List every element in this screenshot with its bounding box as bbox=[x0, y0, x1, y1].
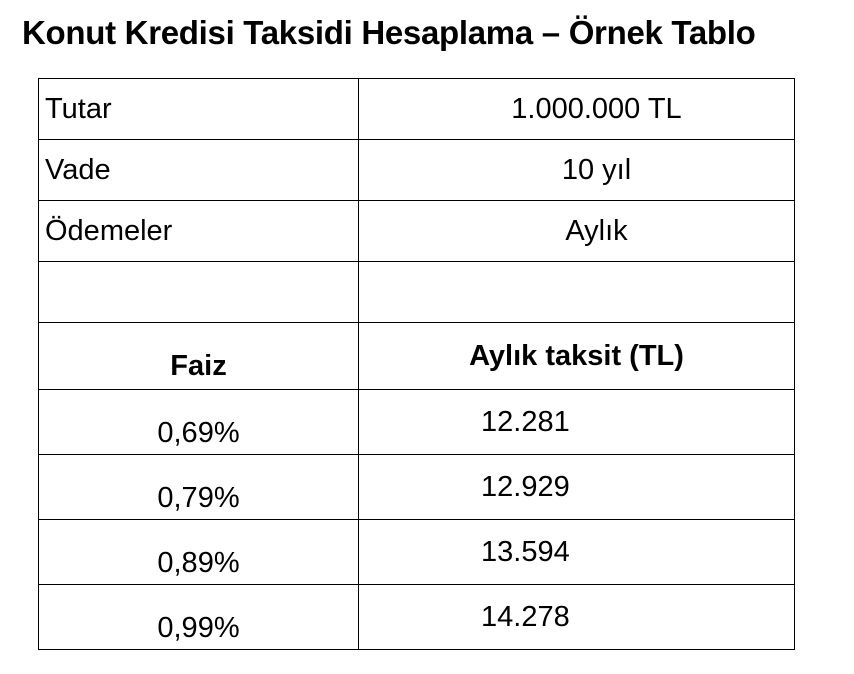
payment-cell: 12.281 bbox=[359, 390, 795, 455]
column-header-rate: Faiz bbox=[39, 323, 359, 390]
table-row bbox=[39, 455, 795, 520]
info-label: Vade bbox=[39, 140, 359, 201]
rate-cell: 0,79% bbox=[39, 455, 359, 520]
table-row bbox=[39, 390, 795, 455]
rate-cell: 0,89% bbox=[39, 520, 359, 585]
table-row bbox=[39, 520, 795, 585]
info-label: Tutar bbox=[39, 79, 359, 140]
info-value: 10 yıl bbox=[359, 140, 795, 201]
payment-cell: 14.278 bbox=[359, 585, 795, 650]
loan-table bbox=[38, 78, 795, 650]
empty-cell bbox=[359, 262, 795, 323]
rate-cell: 0,69% bbox=[39, 390, 359, 455]
table-row bbox=[39, 140, 795, 201]
page-title: Konut Kredisi Taksidi Hesaplama – Örnek Tablo bbox=[22, 14, 756, 51]
table-row bbox=[39, 585, 795, 650]
table-row bbox=[39, 201, 795, 262]
empty-cell bbox=[39, 262, 359, 323]
info-value: 1.000.000 TL bbox=[359, 79, 795, 140]
rate-cell: 0,99% bbox=[39, 585, 359, 650]
column-header-payment: Aylık taksit (TL) bbox=[359, 323, 795, 390]
info-label: Ödemeler bbox=[39, 201, 359, 262]
info-value: Aylık bbox=[359, 201, 795, 262]
payment-cell: 12.929 bbox=[359, 455, 795, 520]
empty-row bbox=[39, 262, 795, 323]
header-row bbox=[39, 323, 795, 390]
payment-cell: 13.594 bbox=[359, 520, 795, 585]
table-row bbox=[39, 79, 795, 140]
